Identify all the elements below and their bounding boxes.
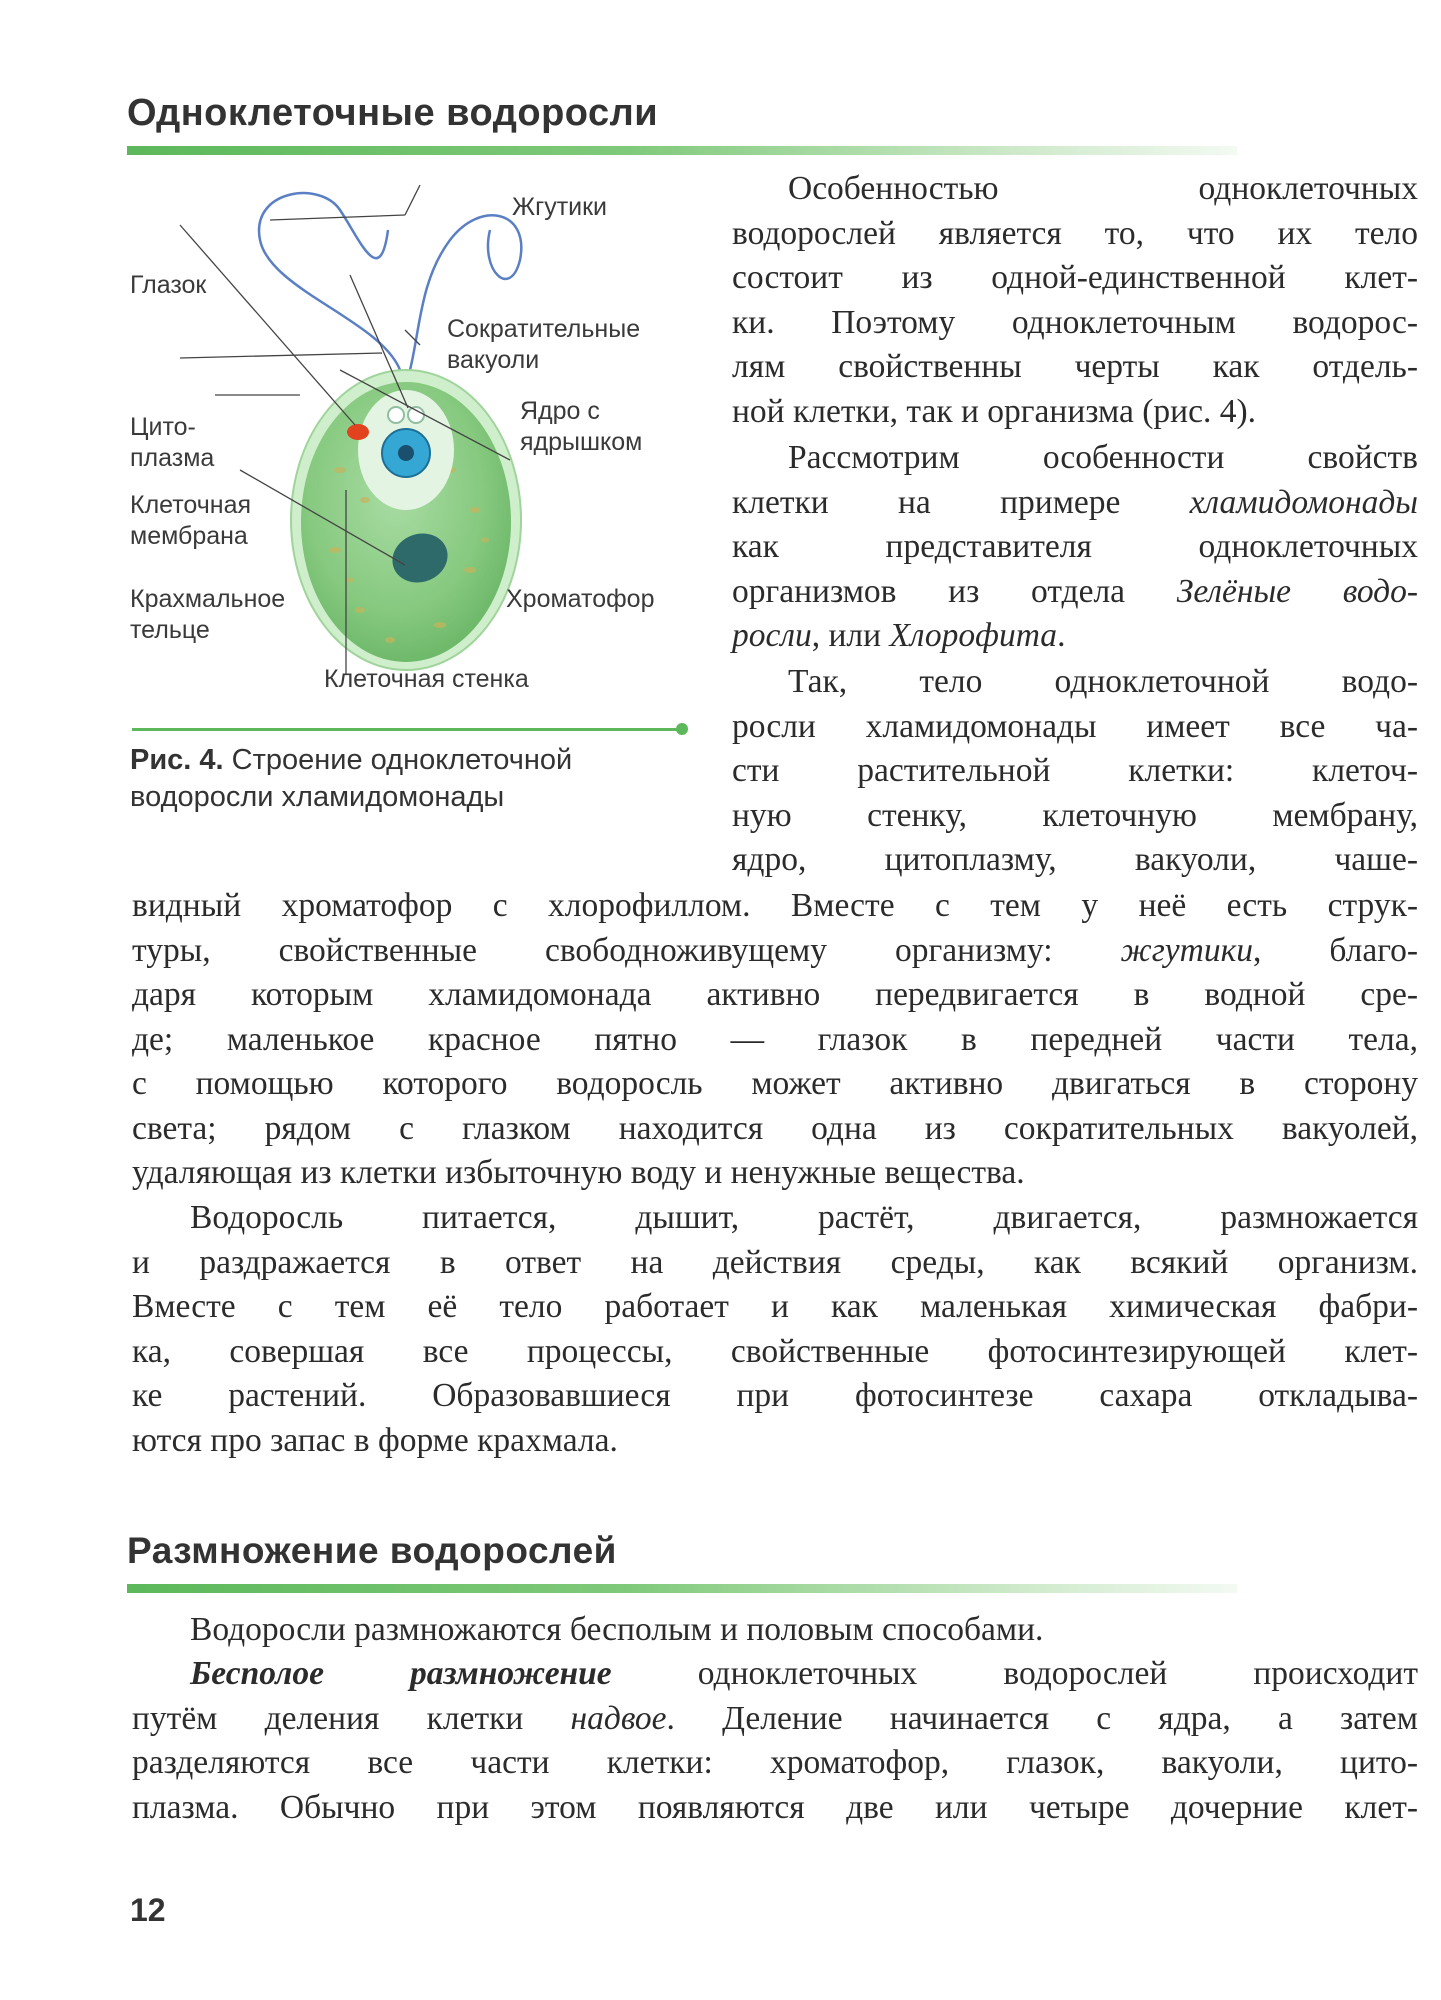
- label-cell-wall: Клеточная стенка: [324, 665, 529, 693]
- contractile-vacuole-2: [408, 407, 424, 423]
- section-title-underline: [127, 146, 1237, 155]
- label-nucleus: Ядро с ядрышком: [520, 397, 643, 456]
- eyespot: [347, 424, 369, 440]
- section-title-unicellular-algae: Одноклеточные водоросли: [127, 92, 659, 134]
- label-contractile-vacuoles: Сократительные вакуоли: [447, 315, 641, 374]
- paragraph-6: Бесполое размножение одноклеточных водорослей происходит путём деления клетки надвое. Деление начинается с ядра, а затем разделяются все части клетки: хроматофор, глазок, вакуоли, цито- плазма. Обычно при этом появляются две или четыре дочерние клет-: [132, 1655, 1418, 1826]
- caption-rule: [132, 728, 680, 731]
- nucleolus: [398, 445, 414, 461]
- label-chromatophore: Хроматофор: [506, 585, 655, 613]
- caption-rule-dot: [676, 723, 688, 735]
- section-title-underline-2: [127, 1584, 1237, 1593]
- paragraph-5: Водоросли размножаются бесполым и половым способами.: [190, 1611, 1044, 1648]
- figure-caption: Рис. 4. Строение одноклеточной водоросли хламидомонады: [130, 744, 573, 813]
- label-eyespot: Глазок: [130, 271, 207, 299]
- paragraph-4: Водоросль питается, дышит, растёт, двигается, размножается и раздражается в ответ на действия среды, как всякий организм. Вместе с тем её тело работает и как маленькая химическая фабри- ка, совершая все процессы, свойственные фотосинтезирующей клет- ке растений. Образовавшиеся при фотосинтезе сахара откладыва- ются про запас в форме крахмала.: [132, 1199, 1418, 1459]
- paragraph-3-wide: видный хроматофор с хлорофиллом. Вместе с тем у неё есть струк- туры, свойственные свободноживущему организму: жгутики, благо- даря которым хламидомонада активно передвигается в водной сре- де; маленькое красное пятно — глазок в передней части тела, с помощью которого водоросль может активно двигаться в сторону света; рядом с глазком находится одна из сократительных вакуолей, удаляющая из клетки избыточную воду и ненужные вещества.: [132, 887, 1419, 1191]
- leader-flagella-2: [405, 185, 420, 215]
- section-title-reproduction: Размножение водорослей: [127, 1530, 617, 1571]
- caption-number: Рис. 4.: [130, 744, 224, 776]
- paragraph-3-narrow: Так, тело одноклеточной водо- росли хламидомонады имеет все ча- сти растительной клетки: клеточ- ную стенку, клеточную мембрану, ядро, цитоплазму, вакуоли, чаше-: [732, 663, 1418, 878]
- label-cell-membrane: Клеточная мембрана: [130, 491, 252, 550]
- label-starch-body: Крахмальное тельце: [130, 585, 286, 644]
- leader-cyto: [180, 353, 382, 358]
- contractile-vacuole-1: [388, 407, 404, 423]
- leader-flagella: [270, 215, 405, 220]
- label-flagella: Жгутики: [512, 193, 608, 221]
- paragraph-1: Особенностью одноклеточных водорослей является то, что их тело состоит из одной-единственной клет- ки. Поэтому одноклеточным водорос- лям свойственны черты как отдель- ной клетки, так и организма (рис. 4).: [732, 170, 1418, 430]
- paragraph-2: Рассмотрим особенности свойств клетки на примере хламидомонады как представителя одноклеточных организмов из отдела Зелёные водо- росли, или Хлорофита.: [732, 439, 1418, 654]
- page-number: 12: [130, 1892, 166, 1928]
- label-cytoplasm: Цито- плазма: [130, 413, 215, 472]
